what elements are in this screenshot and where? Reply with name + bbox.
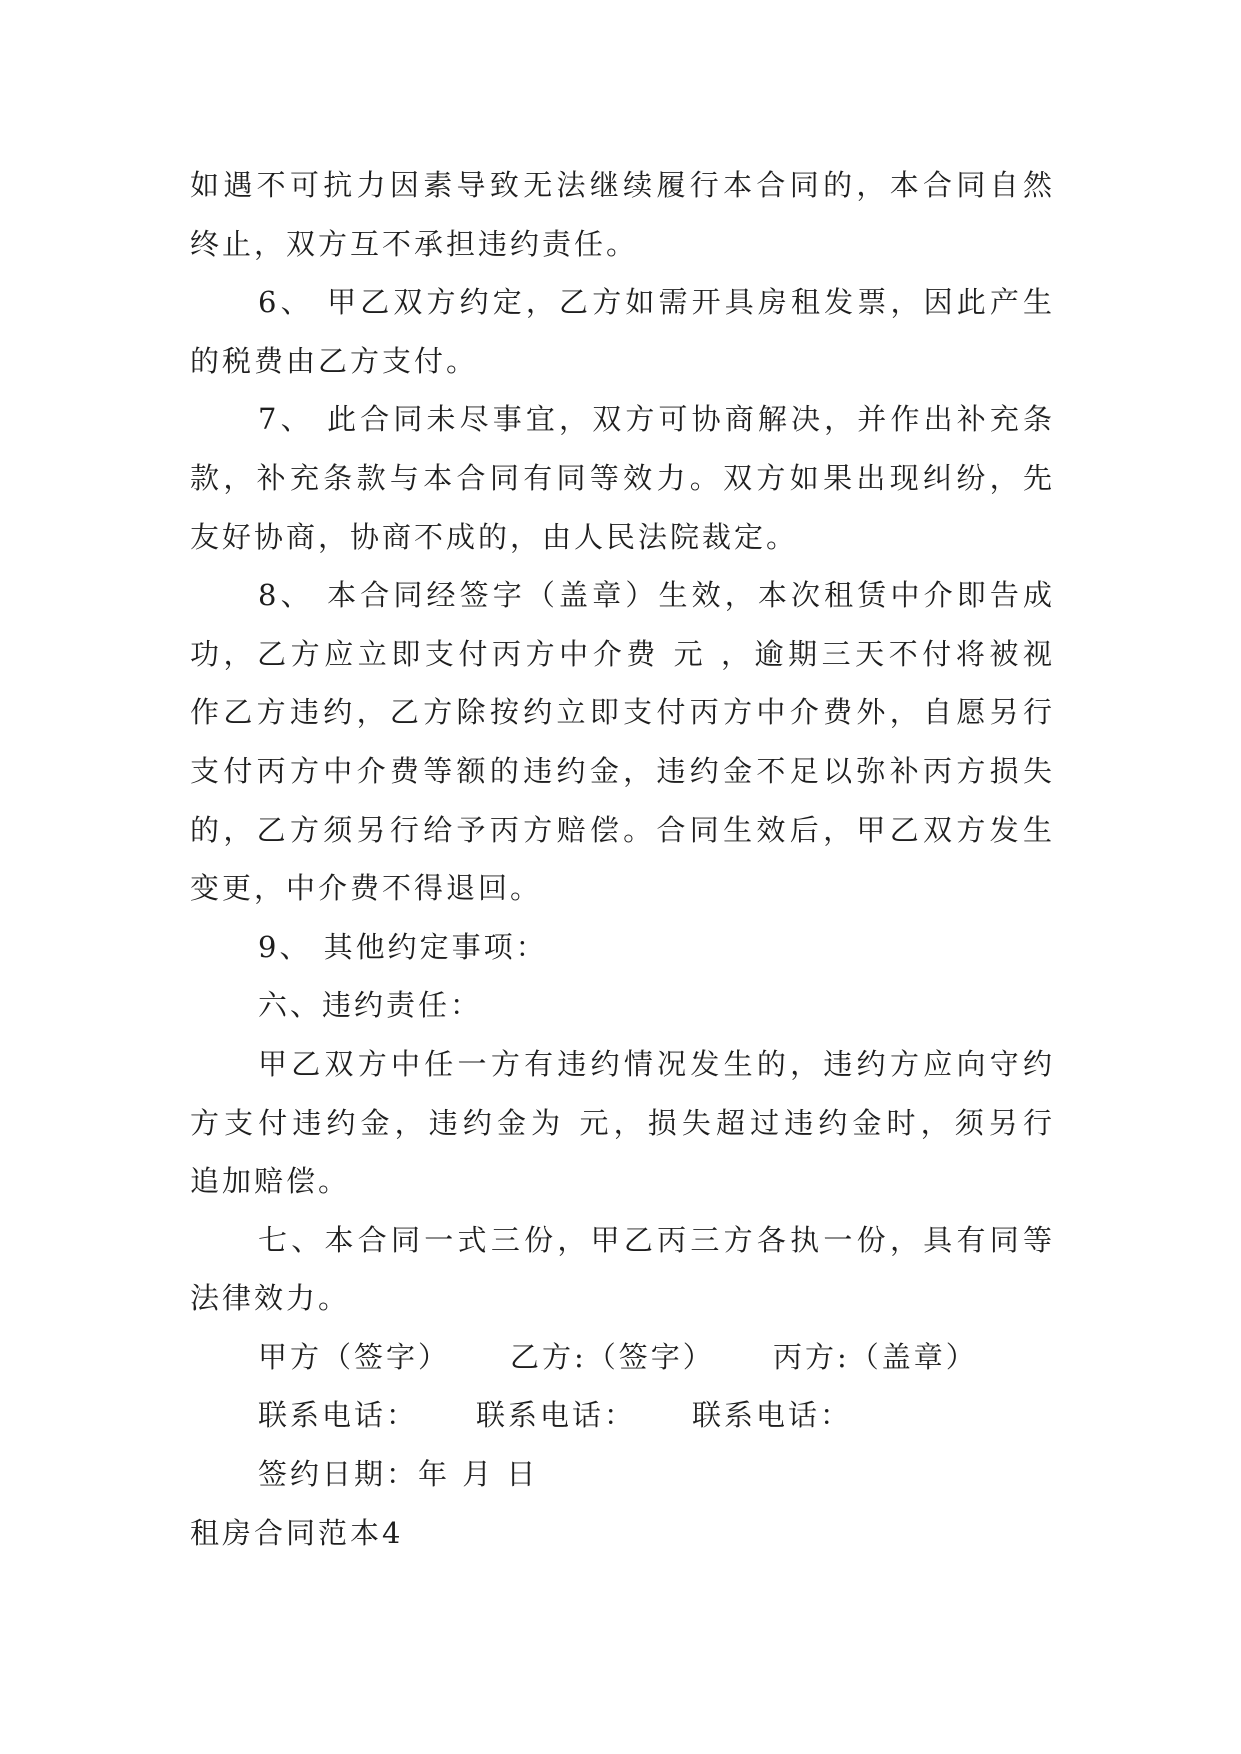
party-b-signature-label: 乙方:（签字） [510, 1339, 715, 1374]
paragraph-line: 6、 甲乙双方约定，乙方如需开具房租发票，因此产生 [258, 285, 1054, 320]
contract-page-body [190, 156, 1054, 1562]
party-c-phone-label: 联系电话： [692, 1398, 853, 1433]
signature-block [190, 1328, 1054, 1504]
paragraph-line: 如遇不可抗力因素导致无法继续履行本合同的，本合同自然 [190, 168, 1054, 202]
force-majeure-clause-continued [190, 156, 1054, 273]
party-a-phone-label: 联系电话： [258, 1398, 419, 1433]
clause-7-unresolved-matters [190, 390, 1054, 566]
paragraph-line: 款，补充条款与本合同有同等效力。双方如果出现纠纷，先 [190, 460, 1054, 495]
paragraph-line: 法律效力。 [190, 1281, 351, 1316]
party-b-phone-label: 联系电话： [476, 1398, 637, 1433]
next-section-title: 租房合同范本4 [190, 1515, 404, 1550]
breach-liability-paragraph [190, 1035, 1054, 1211]
section-breach-liability-heading [190, 976, 1054, 1035]
party-c-seal-label: 丙方:（盖章） [773, 1339, 978, 1374]
paragraph-line: 七、本合同一式三份，甲乙丙三方各执一份，具有同等 [258, 1222, 1054, 1257]
paragraph-line: 变更，中介费不得退回。 [190, 871, 543, 906]
paragraph-line: 9、 其他约定事项： [258, 929, 548, 964]
paragraph-line: 追加赔偿。 [190, 1164, 351, 1199]
paragraph-line: 甲乙双方中任一方有违约情况发生的，违约方应向守约 [258, 1046, 1054, 1081]
paragraph-line: 7、 此合同未尽事宜，双方可协商解决，并作出补充条 [258, 402, 1054, 437]
clause-9-other-terms [190, 918, 1054, 977]
paragraph-line: 的税费由乙方支付。 [190, 343, 479, 378]
phone-row [190, 1386, 1054, 1445]
paragraph-line: 功，乙方应立即支付丙方中介费 元 ，逾期三天不付将被视 [190, 636, 1054, 671]
party-a-signature-label: 甲方（签字） [258, 1339, 451, 1374]
signature-row [190, 1328, 1054, 1387]
paragraph-line: 的，乙方须另行给予丙方赔偿。合同生效后，甲乙双方发生 [190, 812, 1054, 847]
clause-8-agency-fee [190, 566, 1054, 918]
section-copies-clause [190, 1211, 1054, 1328]
paragraph-line: 8、 本合同经签字（盖章）生效，本次租赁中介即告成 [258, 578, 1054, 613]
paragraph-line: 终止，双方互不承担违约责任。 [190, 226, 639, 261]
signing-date-label: 签约日期：年 月 日 [258, 1457, 539, 1492]
clause-6-invoice-tax [190, 273, 1054, 390]
paragraph-line: 方支付违约金，违约金为 元，损失超过违约金时，须另行 [190, 1105, 1054, 1140]
paragraph-line: 友好协商，协商不成的，由人民法院裁定。 [190, 519, 799, 554]
paragraph-line: 作乙方违约，乙方除按约立即支付丙方中介费外，自愿另行 [190, 695, 1054, 730]
paragraph-line: 支付丙方中介费等额的违约金，违约金不足以弥补丙方损失 [190, 753, 1054, 788]
section-heading: 六、违约责任： [258, 988, 483, 1023]
